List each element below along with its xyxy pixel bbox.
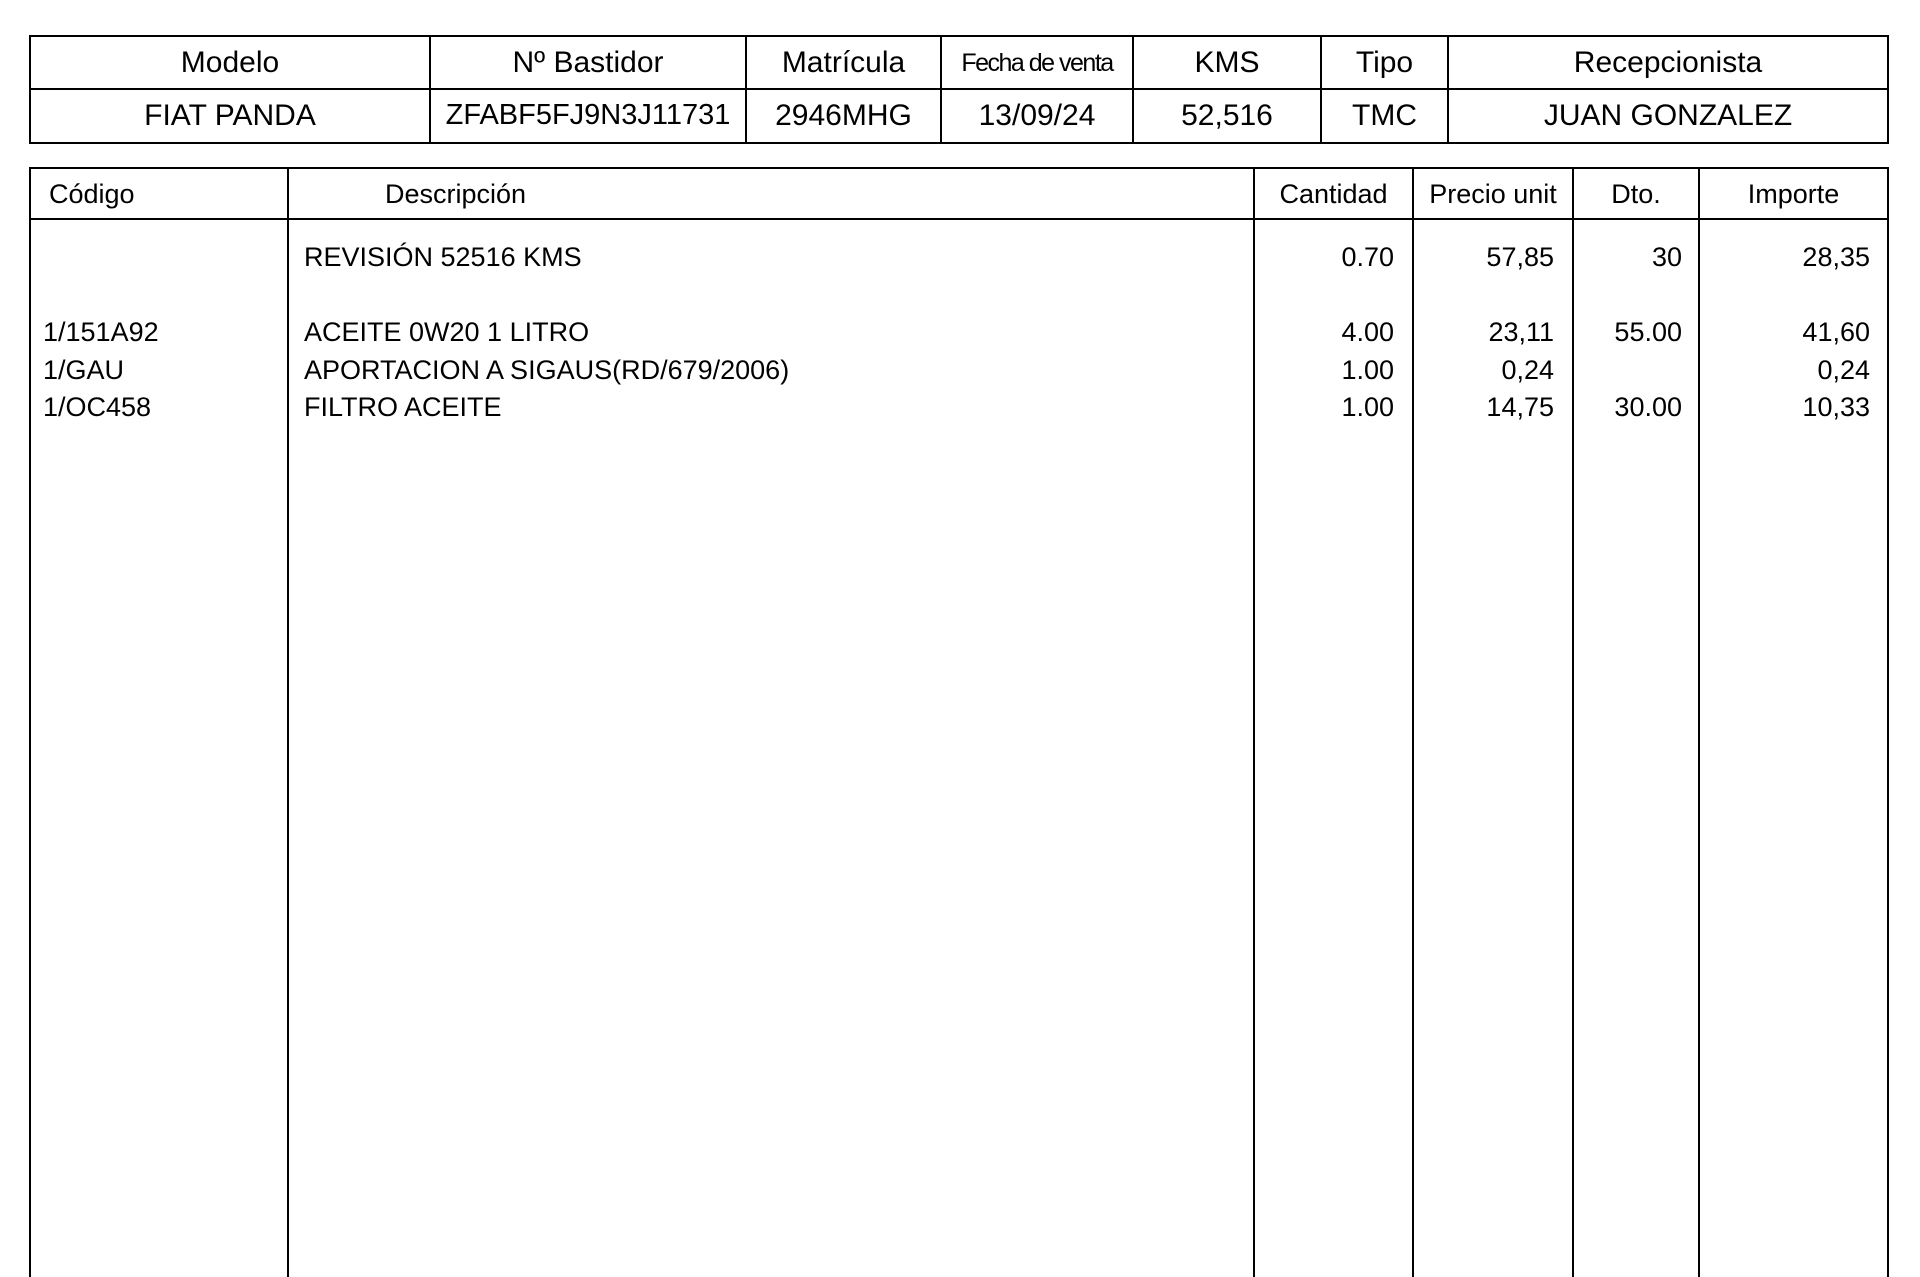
cell-codigo: 1/GAU [43, 354, 125, 385]
value-modelo: FIAT PANDA [144, 98, 316, 132]
cell-precio-unit: 0,24 [1501, 354, 1554, 385]
header-bastidor: Nº Bastidor [512, 46, 664, 79]
cell-codigo: 1/OC458 [43, 391, 152, 422]
cell-precio-unit: 57,85 [1486, 241, 1554, 272]
header-tipo: Tipo [1355, 46, 1414, 79]
vehicle-value-row [31, 89, 1887, 142]
value-fecha-venta: 13/09/24 [978, 98, 1096, 132]
value-recepcionista: JUAN GONZALEZ [1543, 98, 1793, 132]
header-cantidad: Cantidad [1279, 178, 1388, 209]
column-divider [287, 169, 289, 1277]
cell-descripcion: APORTACION A SIGAUS(RD/679/2006) [304, 354, 790, 385]
cell-cantidad: 4.00 [1341, 316, 1394, 347]
cell-dto [1574, 352, 1682, 388]
cell-precio-unit: 14,75 [1486, 391, 1554, 422]
cell-dto: 30 [1651, 241, 1682, 272]
cell-importe: 41,60 [1802, 316, 1870, 347]
cell-descripcion: REVISIÓN 52516 KMS [304, 241, 582, 272]
cell-descripcion: FILTRO ACEITE [304, 391, 502, 422]
cell-importe: 28,35 [1802, 241, 1870, 272]
vehicle-header-row [31, 37, 1887, 89]
cell-precio-unit: 23,11 [1488, 316, 1554, 347]
cell-cantidad: 1.00 [1341, 354, 1394, 385]
header-dto: Dto. [1611, 178, 1661, 209]
cell-descripcion: ACEITE 0W20 1 LITRO [304, 316, 590, 347]
header-precio-unit: Precio unit [1429, 178, 1557, 209]
header-fecha-venta: Fecha de venta [961, 48, 1113, 77]
value-bastidor: ZFABF5FJ9N3J11731 [445, 99, 731, 131]
value-matricula: 2946MHG [775, 98, 912, 132]
cell-cantidad: 0.70 [1341, 241, 1394, 272]
cell-cantidad: 1.00 [1341, 391, 1394, 422]
header-importe: Importe [1747, 178, 1840, 209]
cell-dto: 30.00 [1614, 391, 1682, 422]
header-recepcionista: Recepcionista [1573, 46, 1763, 79]
header-descripcion: Descripción [385, 178, 527, 209]
header-matricula: Matrícula [781, 46, 906, 79]
value-kms: 52,516 [1181, 98, 1273, 132]
cell-importe: 10,33 [1802, 391, 1870, 422]
vehicle-info-table [29, 35, 1889, 144]
header-kms: KMS [1194, 46, 1260, 79]
cell-dto: 55.00 [1614, 316, 1682, 347]
header-modelo: Modelo [180, 46, 280, 79]
cell-codigo: 1/151A92 [43, 316, 159, 347]
items-table [29, 167, 1889, 1277]
cell-importe: 0,24 [1817, 354, 1870, 385]
header-codigo: Código [49, 178, 135, 209]
value-tipo: TMC [1352, 98, 1417, 132]
